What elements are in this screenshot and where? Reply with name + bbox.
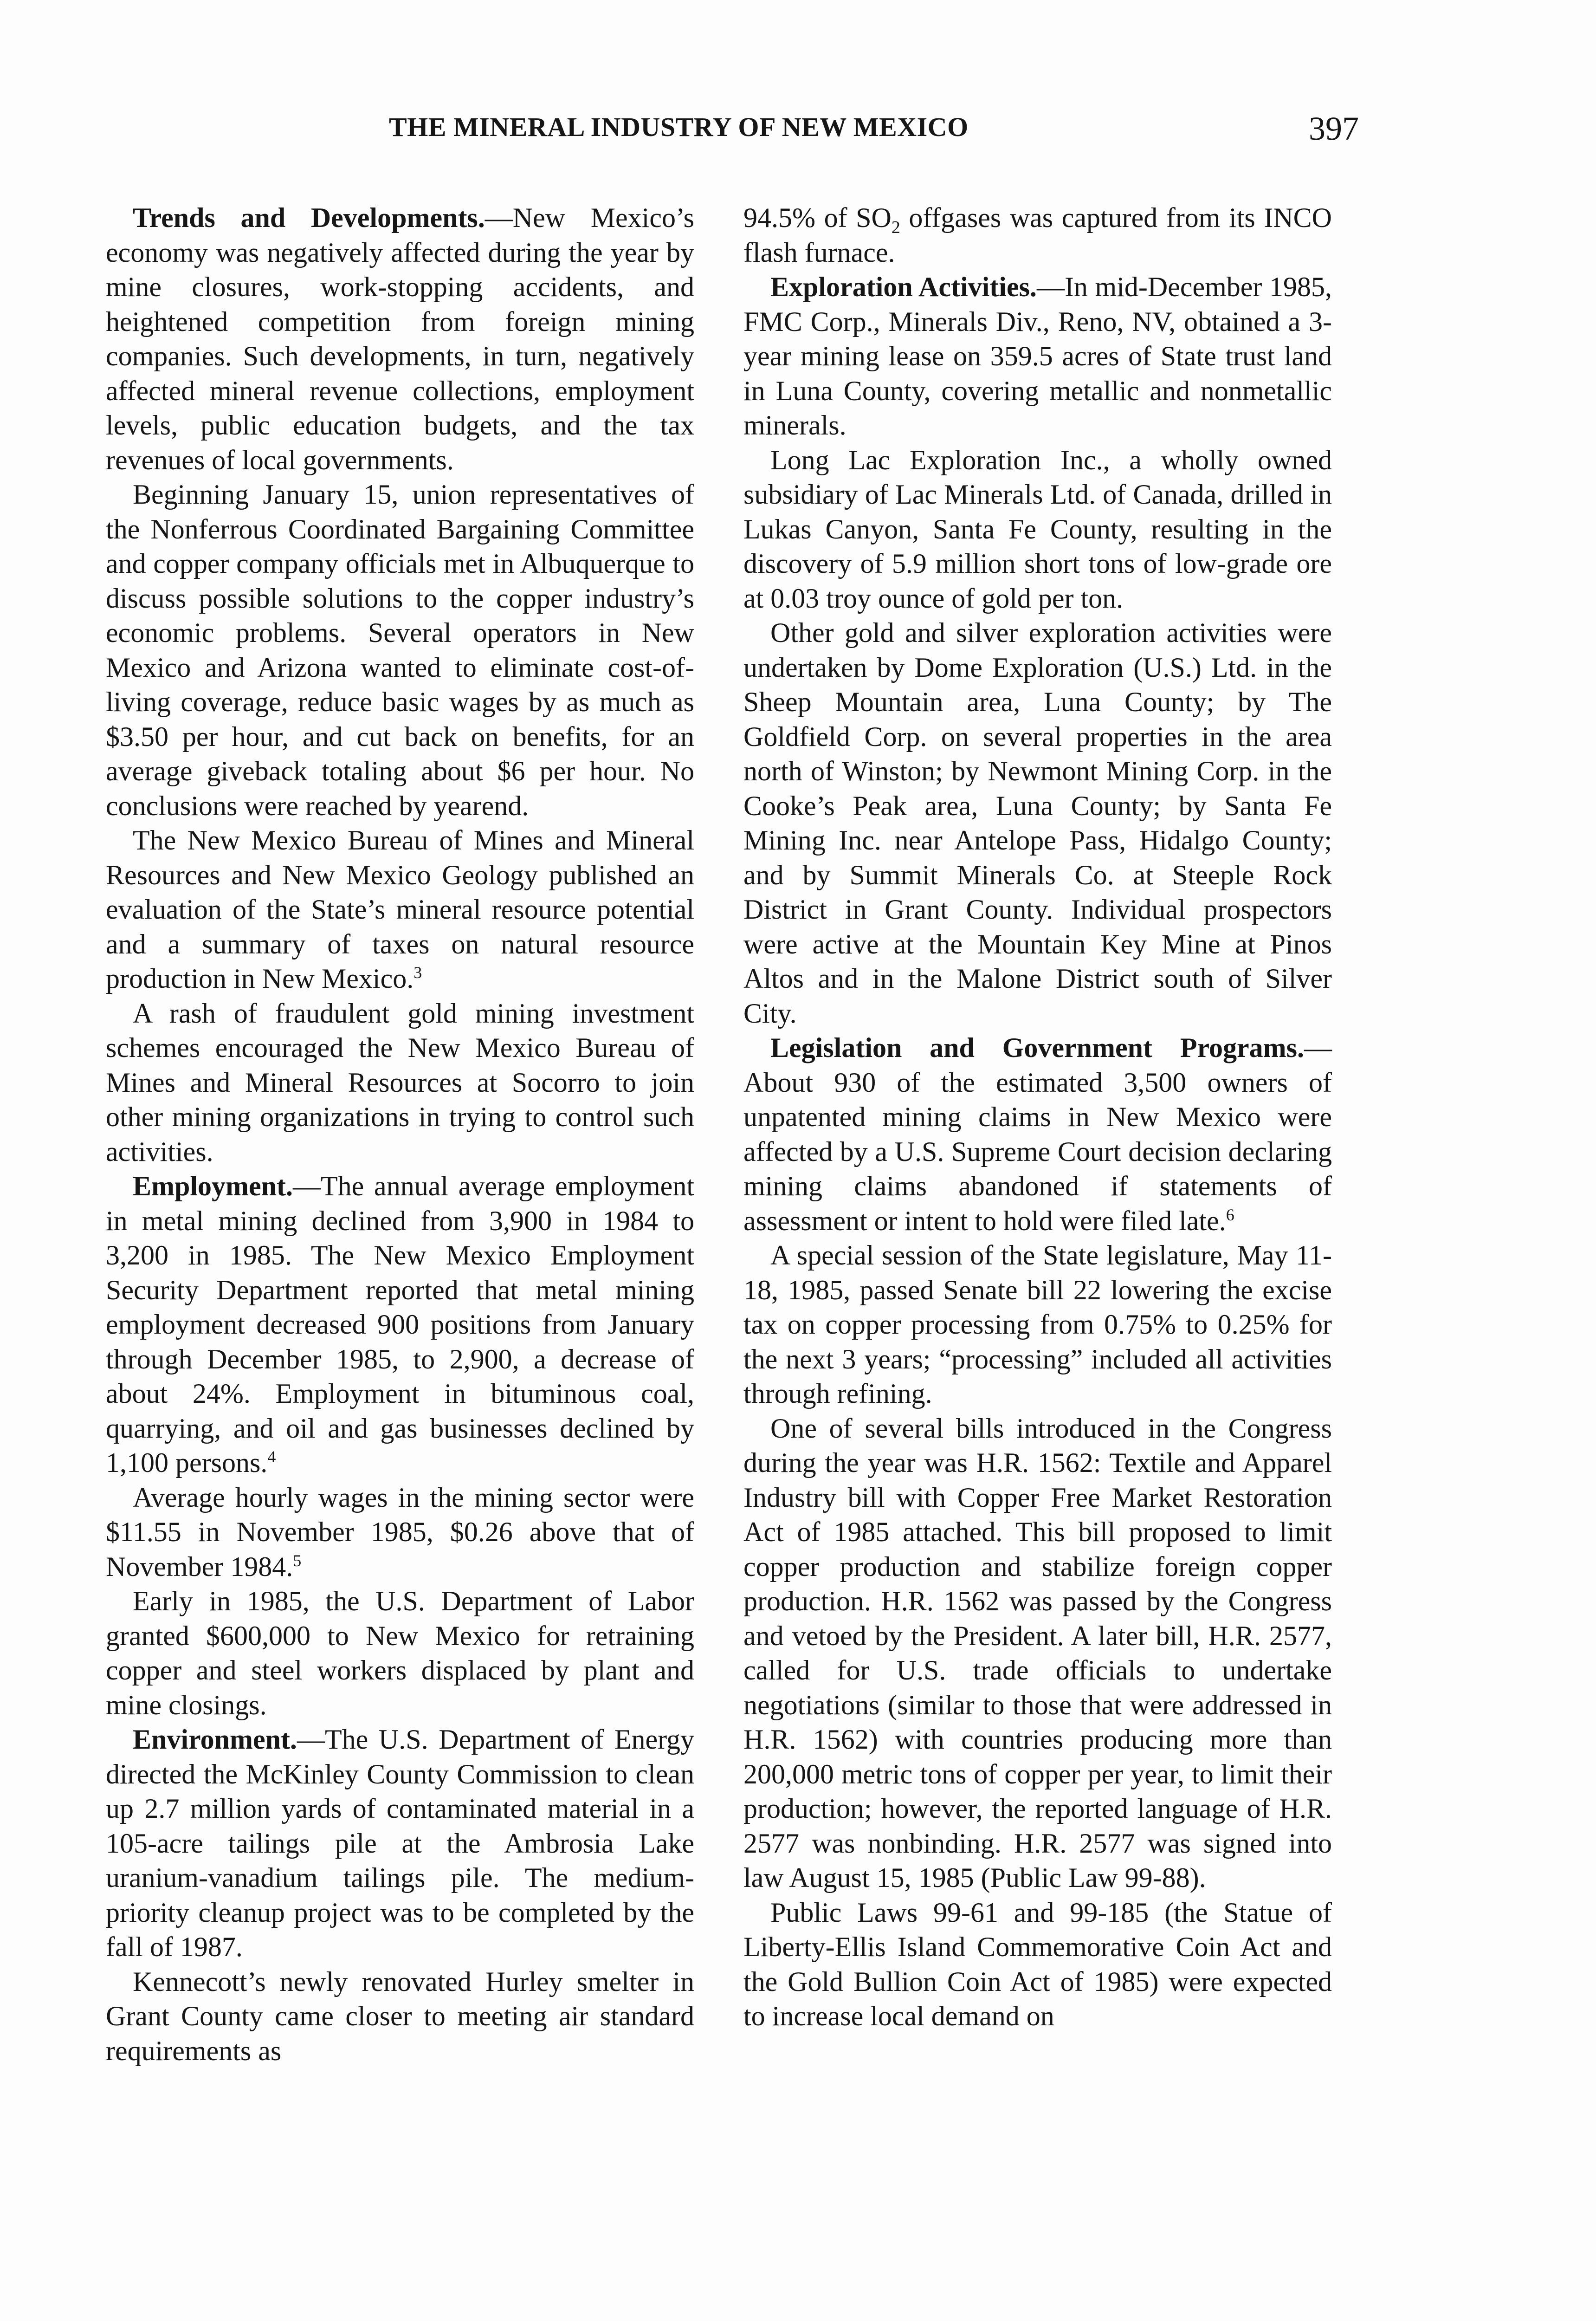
subscript-2: 2 [891, 218, 900, 237]
paragraph-wages [106, 1480, 694, 1584]
paragraph-text: Other gold and silver exploration activities were undertaken by Dome Exploration (U.S.) Ltd. in the Sheep Mountain area, Luna County; by The Goldfield Corp. on several properties in the area north of Winston; by Newmont Mining Corp. in the Cooke’s Peak area, Luna County; by Santa Fe Mining Inc. near Antelope Pass, Hidalgo County; and by Summit Minerals Co. at Steeple Rock District in Grant County. Individual prospectors were active at the Mountain Key Mine at Pinos Altos and in the Malone District south of Silver City. [743, 617, 1332, 1029]
paragraph-long-lac [743, 443, 1332, 616]
paragraph-bureau-evaluation [106, 823, 694, 996]
running-title: THE MINERAL INDUSTRY OF NEW MEXICO [389, 112, 969, 142]
paragraph-trends [106, 201, 694, 477]
section-heading-employment: Employment. [133, 1171, 293, 1201]
section-heading-environment: Environment. [133, 1724, 297, 1755]
paragraph-offgases [743, 201, 1332, 270]
paragraph-fraud-schemes [106, 996, 694, 1169]
paragraph-text: The New Mexico Bureau of Mines and Mineral Resources and New Mexico Geology published an evaluation of the State’s mineral resource potential and a summary of taxes on natural resource production in New Mexico. [106, 825, 694, 994]
paragraph-text: A rash of fraudulent gold mining investment schemes encouraged the New Mexico Bureau of Mines and Mineral Resources at Socorro to join other mining organizations in trying to control such activities. [106, 998, 694, 1167]
paragraph-special-session [743, 1238, 1332, 1411]
paragraph-text: Beginning January 15, union representatives of the Nonferrous Coordinated Bargaining Committee and copper company officials met in Albuquerque to discuss possible solutions to the copper industry’s economic problems. Several operators in New Mexico and Arizona wanted to eliminate cost-of-living coverage, reduce basic wages by as much as $3.50 per hour, and cut back on benefits, for an average giveback totaling about $6 per hour. No conclusions were reached by yearend. [106, 479, 694, 821]
footnote-ref-5: 5 [293, 1551, 302, 1570]
paragraph-text: Early in 1985, the U.S. Department of Labor granted $600,000 to New Mexico for retraining copper and steel workers displaced by plant and mine closings. [106, 1586, 694, 1720]
paragraph-legislation [743, 1031, 1332, 1238]
paragraph-other-exploration [743, 616, 1332, 1031]
paragraph-text: —The U.S. Department of Energy directed the McKinley County Commission to clean up 2.7 million yards of contaminated material in a 105-acre tailings pile at the Ambrosia Lake uranium-vanadium tailings pile. The medium-priority cleanup project was to be completed by the fall of 1987. [106, 1724, 694, 1962]
paragraph-kennecott [106, 1964, 694, 2068]
paragraph-text: A special session of the State legislature, May 11-18, 1985, passed Senate bill 22 lowering the excise tax on copper processing from 0.75% to 0.25% for the next 3 years; “processing” included all activities through refining. [743, 1240, 1332, 1409]
page-number: 397 [1309, 110, 1359, 147]
footnote-ref-3: 3 [414, 963, 422, 982]
paragraph-text: 94.5% of SO [743, 202, 892, 233]
footnote-ref-4: 4 [267, 1447, 276, 1466]
paragraph-text: Long Lac Exploration Inc., a wholly owned subsidiary of Lac Minerals Ltd. of Canada, drilled in Lukas Canyon, Santa Fe County, resulting in the discovery of 5.9 million short tons of low-grade ore at 0.03 troy ounce of gold per ton. [743, 444, 1332, 614]
paragraph-hr1562 [743, 1411, 1332, 1895]
paragraph-public-laws [743, 1895, 1332, 2034]
section-heading-trends: Trends and Developments. [133, 202, 485, 233]
paragraph-labor-grant [106, 1584, 694, 1722]
paragraph-text: One of several bills introduced in the Congress during the year was H.R. 1562: Textile and Apparel Industry bill with Copper Free Market Restoration Act of 1985 attached. This bill proposed to limit copper production and stabilize foreign copper production. H.R. 1562 was passed by the Congress and vetoed by the President. A later bill, H.R. 2577, called for U.S. trade officials to undertake negotiations (similar to those that were addressed in H.R. 1562) with countries producing more than 200,000 metric tons of copper per year, to limit their production; however, the reported language of H.R. 2577 was nonbinding. H.R. 2577 was signed into law August 15, 1985 (Public Law 99-88). [743, 1413, 1332, 1893]
section-heading-legislation: Legislation and Government Programs. [770, 1032, 1304, 1063]
paragraph-exploration [743, 270, 1332, 443]
paragraph-text: —In mid-December 1985, FMC Corp., Minerals Div., Reno, NV, obtained a 3-year mining lease on 359.5 acres of State trust land in Luna County, covering metallic and nonmetallic minerals. [743, 272, 1332, 441]
paragraph-text: Public Laws 99-61 and 99-185 (the Statue of Liberty-Ellis Island Commemorative Coin Act and the Gold Bullion Coin Act of 1985) were expected to increase local demand on [743, 1897, 1332, 2031]
right-column [743, 201, 1332, 2034]
paragraph-environment [106, 1722, 694, 1964]
footnote-ref-6: 6 [1226, 1205, 1234, 1224]
paragraph-text: Kennecott’s newly renovated Hurley smelter in Grant County came closer to meeting air standard requirements as [106, 1966, 694, 2066]
paragraph-bargaining [106, 477, 694, 823]
paragraph-text: Average hourly wages in the mining sector were $11.55 in November 1985, $0.26 above that of November 1984. [106, 1482, 694, 1582]
left-column [106, 201, 694, 2068]
paragraph-text: —New Mexico’s economy was negatively affected during the year by mine closures, work-stopping accidents, and heightened competition from foreign mining companies. Such developments, in turn, negatively affected mineral revenue collections, employment levels, public education budgets, and the tax revenues of local governments. [106, 202, 695, 475]
paragraph-text: —About 930 of the estimated 3,500 owners of unpatented mining claims in New Mexico were affected by a U.S. Supreme Court decision declaring mining claims abandoned if statements of assessment or intent to hold were filed late. [743, 1032, 1332, 1236]
paragraph-text: offgases was captured from its INCO flash furnace. [743, 202, 1332, 268]
paragraph-employment [106, 1169, 694, 1480]
paragraph-text: —The annual average employment in metal mining declined from 3,900 in 1984 to 3,200 in 1985. The New Mexico Employment Security Department reported that metal mining employment decreased 900 positions from January through December 1985, to 2,900, a decrease of about 24%. Employment in bituminous coal, quarrying, and oil and gas businesses declined by 1,100 persons. [106, 1171, 694, 1478]
section-heading-exploration: Exploration Activities. [770, 272, 1037, 302]
